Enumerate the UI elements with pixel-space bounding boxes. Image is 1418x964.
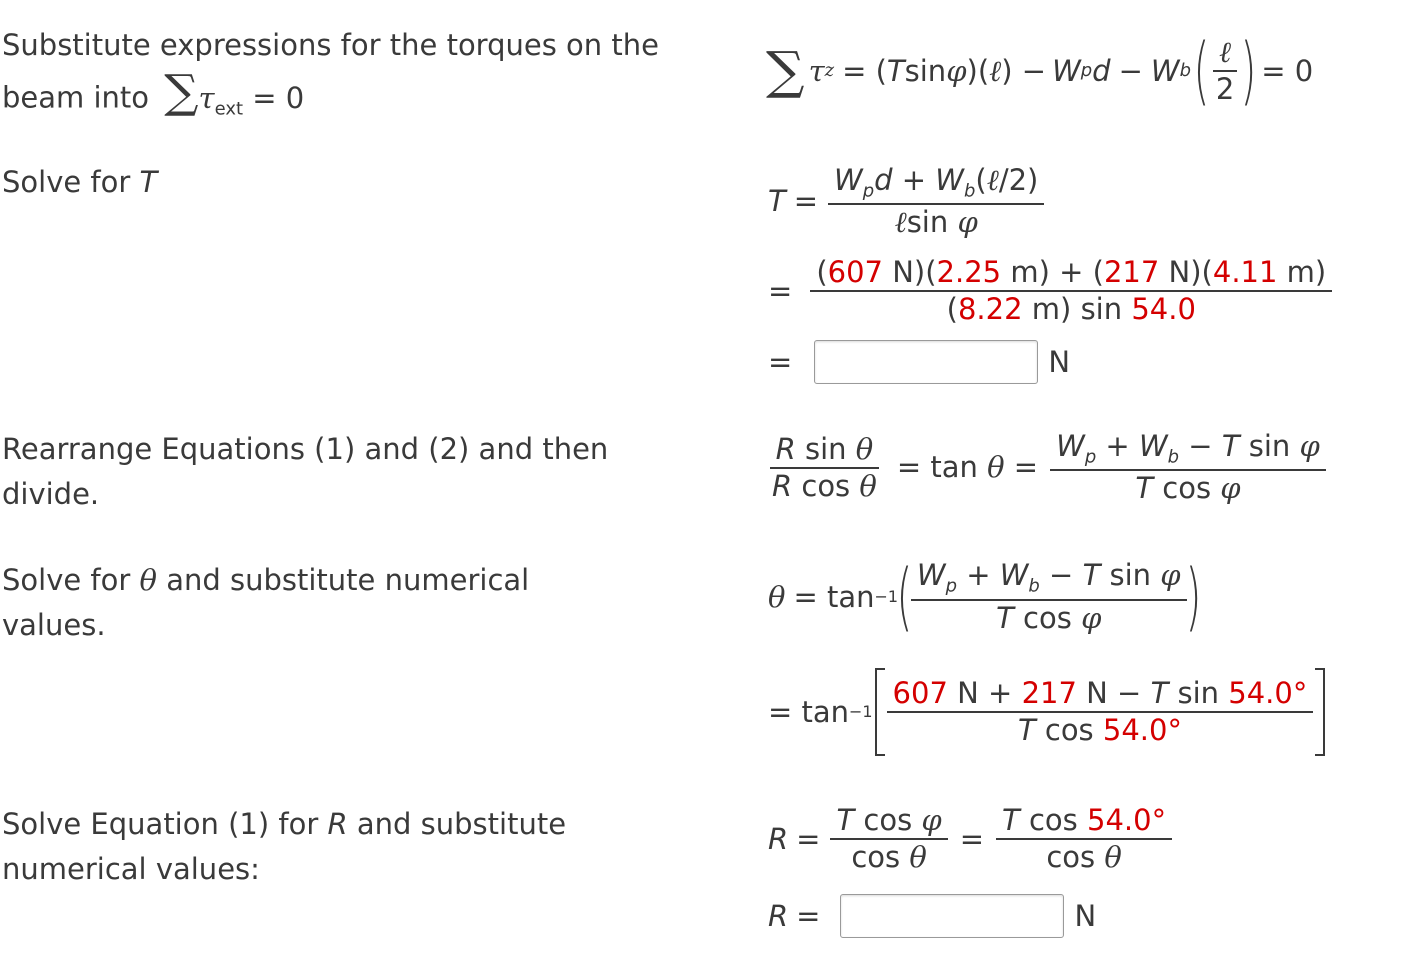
torque-sum-expression: $\sum\tau_{ext} = 0$ (164, 65, 305, 120)
theta-formula: θ = tan −1 ( $\frac{W_p + W_b - T \sin \varphi}{\text{T cos φ}}$ ) (768, 554, 1201, 640)
step3-label: Rearrange Equations (1) and (2) and then divide. (2, 432, 609, 511)
tension-formula: T = $\frac{W_pd + W_b(\ell/2)}{\text{ℓsin φ}}$ (768, 166, 1048, 237)
tension-substitution: = $\frac{(607 N)(2.25 m) + (217 N)(4.11 m)}{(8.22 m) \sin 54.0}$ (768, 258, 1336, 324)
tension-answer-input[interactable] (814, 340, 1038, 384)
step1-label: Substitute expressions for the torques on the beam into $\sum\tau_{ext} = 0$ (2, 23, 662, 131)
reaction-formula: R = $\frac{\text{T cos φ}}{\text{cos θ}}$ = $\frac{\text{T cos 54.0°}}{\text{cos θ}}$ (768, 806, 1176, 872)
reaction-answer-input[interactable] (840, 894, 1064, 938)
step5-label: Solve Equation (1) for R and substitute numerical values: (2, 807, 567, 886)
step4-label: Solve for θ and substitute numerical values. (2, 563, 530, 642)
reaction-answer-row: R = N (768, 894, 1096, 938)
sigma-icon: ∑ (766, 40, 805, 101)
tension-answer-row: = N (768, 340, 1070, 384)
theta-substitution: = tan −1 $\frac{\text{607 N + 217 N − T sin 54.0°}}{\text{T cos 54.0°}}$ (768, 668, 1325, 756)
sigma-icon: ∑ (164, 65, 199, 119)
tan-theta-equation: $\frac{\text{R sin θ}}{\text{R cos θ}}$ = tan θ = $\frac{W_p + W_b - T \sin \varphi}{\text{T cos φ}}$ (766, 432, 1330, 503)
step2-label: Solve for T (2, 165, 158, 199)
torque-equation: ∑ τ z = ( T sin φ )( ℓ ) − W p d − W b ( $\frac{\text{ℓ}}{2}$ ) = 0 (766, 28, 1314, 114)
